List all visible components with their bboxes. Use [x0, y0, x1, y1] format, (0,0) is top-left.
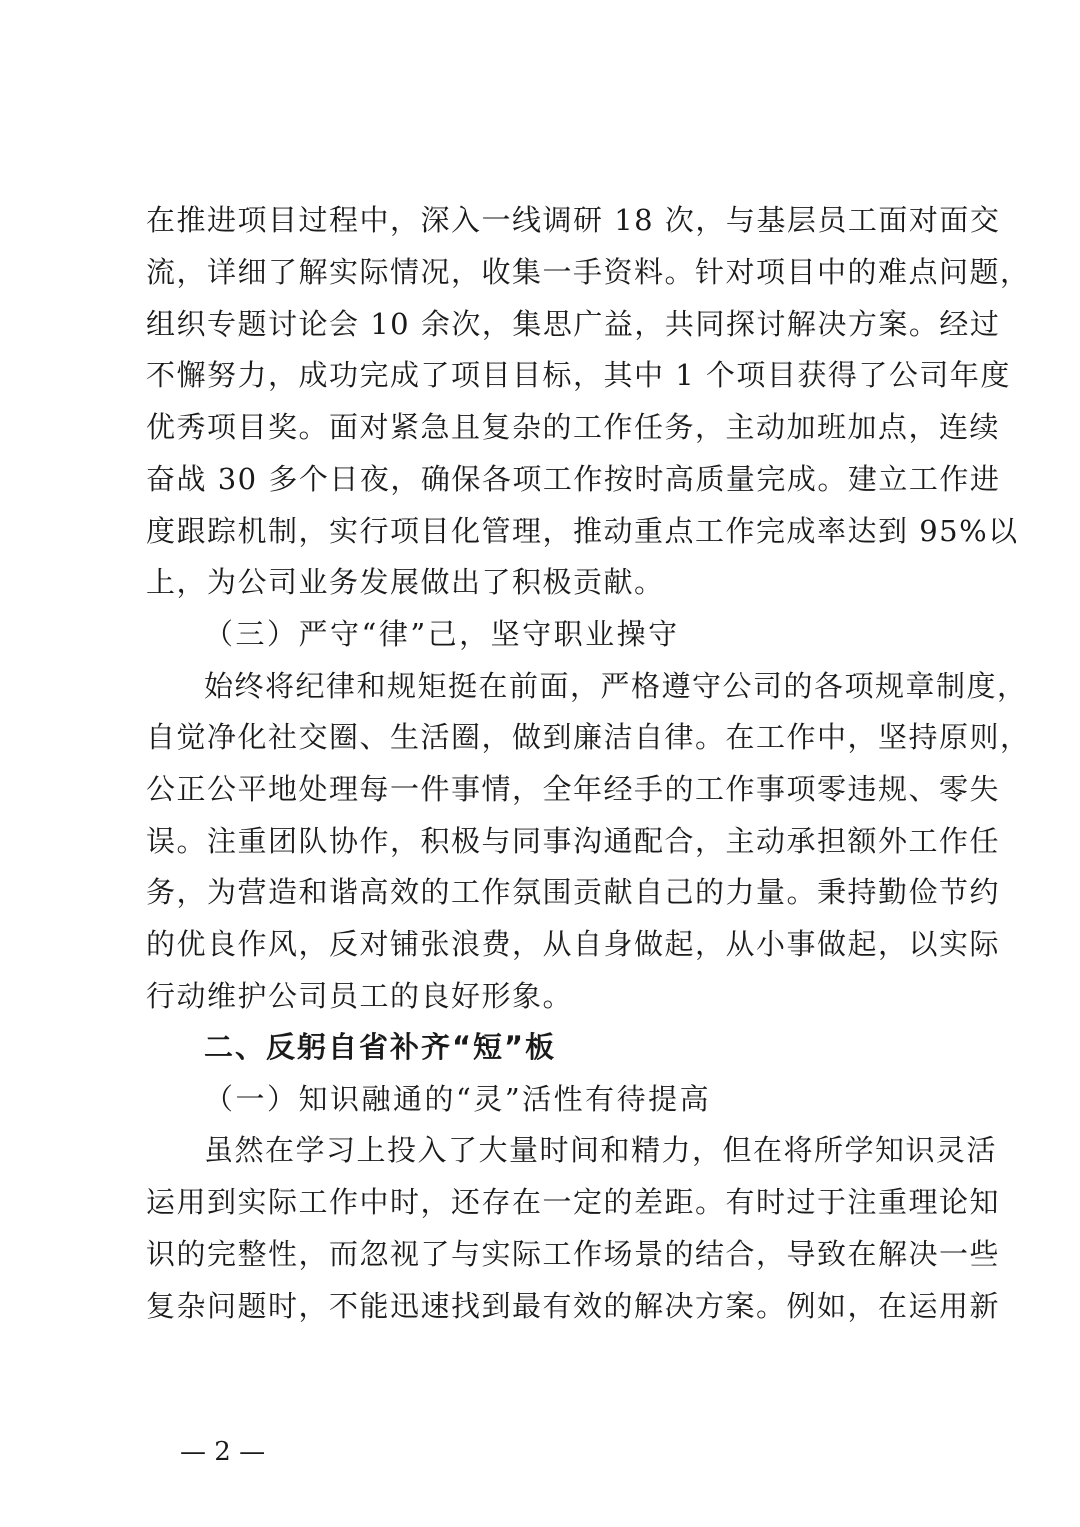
body-line: 的优良作风，反对铺张浪费，从自身做起，从小事做起，以实际: [146, 927, 1001, 961]
page-number: — 2 —: [180, 1437, 266, 1467]
body-line: 度跟踪机制，实行项目化管理，推动重点工作完成率达到 95%以: [146, 514, 1019, 548]
body-line: 奋战 30 多个日夜，确保各项工作按时高质量完成。建立工作进: [146, 462, 1001, 496]
body-line: 行动维护公司员工的良好形象。: [146, 979, 574, 1013]
body-line: 务，为营造和谐高效的工作氛围贡献自己的力量。秉持勤俭节约: [146, 875, 1001, 909]
body-line: 组织专题讨论会 10 余次，集思广益，共同探讨解决方案。经过: [146, 307, 1001, 341]
section-heading-2: 二、反躬自省补齐“短”板: [204, 1030, 557, 1064]
body-line: 不懈努力，成功完成了项目目标，其中 1 个项目获得了公司年度: [146, 358, 1011, 392]
body-line: 复杂问题时，不能迅速找到最有效的解决方案。例如，在运用新: [146, 1289, 1001, 1323]
body-line: 优秀项目奖。面对紧急且复杂的工作任务，主动加班加点，连续: [146, 410, 1001, 444]
body-line: 运用到实际工作中时，还存在一定的差距。有时过于注重理论知: [146, 1185, 1001, 1219]
body-line: 始终将纪律和规矩挺在前面，严格遵守公司的各项规章制度，: [204, 669, 1028, 703]
body-line: 识的完整性，而忽视了与实际工作场景的结合，导致在解决一些: [146, 1237, 1001, 1271]
subsection-heading-3: （三）严守“律”己，坚守职业操守: [204, 617, 680, 651]
body-line: 虽然在学习上投入了大量时间和精力，但在将所学知识灵活: [204, 1133, 998, 1167]
subsection-heading-1: （一）知识融通的“灵”活性有待提高: [204, 1082, 712, 1116]
body-line: 上，为公司业务发展做出了积极贡献。: [146, 565, 665, 599]
body-line: 在推进项目过程中，深入一线调研 18 次，与基层员工面对面交: [146, 203, 1001, 237]
body-line: 流，详细了解实际情况，收集一手资料。针对项目中的难点问题，: [146, 255, 1031, 289]
body-line: 误。注重团队协作，积极与同事沟通配合，主动承担额外工作任: [146, 824, 1001, 858]
body-line: 自觉净化社交圈、生活圈，做到廉洁自律。在工作中，坚持原则，: [146, 720, 1031, 754]
body-line: 公正公平地处理每一件事情，全年经手的工作事项零违规、零失: [146, 772, 1001, 806]
